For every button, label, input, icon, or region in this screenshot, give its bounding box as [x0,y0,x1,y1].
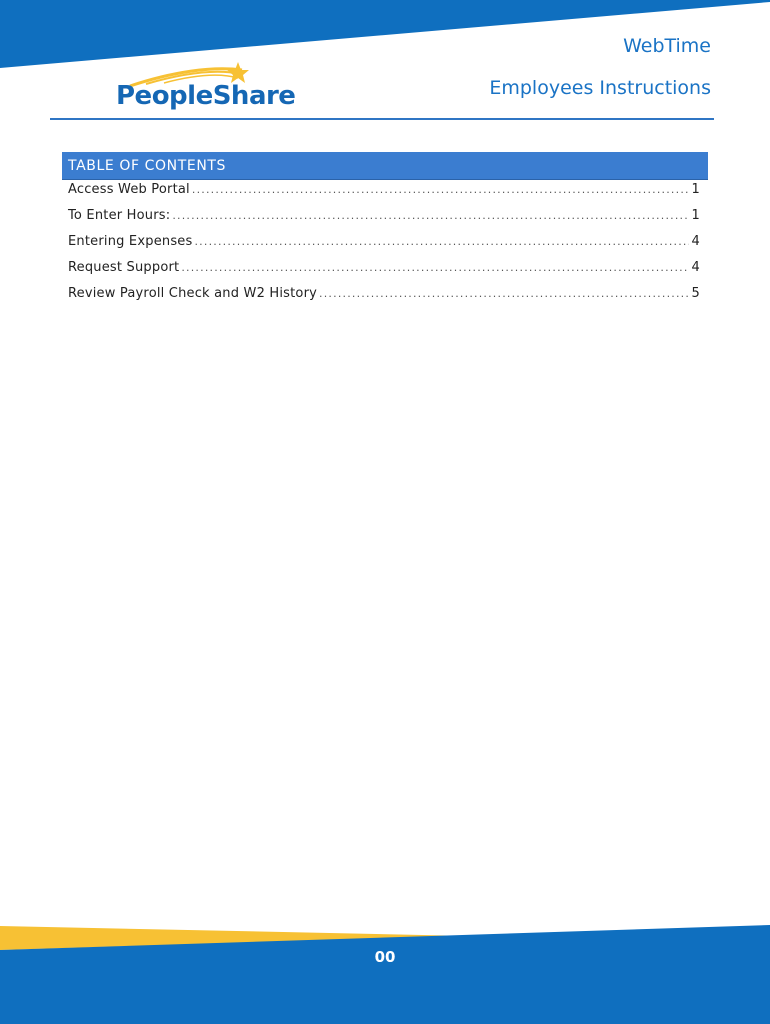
toc-list [68,182,700,312]
toc-entry-title[interactable]: To Enter Hours: [68,208,171,223]
toc-entry-title[interactable]: Entering Expenses [68,234,193,249]
toc-entry-page: 1 [691,208,700,223]
document-subtitle: Employees Instructions [489,77,711,99]
toc-entry[interactable] [68,260,700,286]
toc-entry[interactable] [68,182,700,208]
toc-dot-leader [192,183,689,196]
toc-entry-title[interactable]: Access Web Portal [68,182,190,197]
toc-entry-title[interactable]: Review Payroll Check and W2 History [68,286,318,301]
document-title: WebTime [623,35,711,57]
header-divider [50,118,714,120]
footer-band [0,920,770,1024]
toc-dot-leader [319,287,688,300]
page-number: 00 [374,948,396,966]
toc-entry-page: 1 [691,182,700,197]
toc-dot-leader [172,209,688,222]
toc-heading: TABLE OF CONTENTS [62,152,708,180]
toc-dot-leader [194,235,688,248]
toc-entry-page: 4 [691,234,700,249]
toc-entry[interactable] [68,234,700,260]
toc-entry-title[interactable]: Request Support [68,260,180,275]
toc-dot-leader [181,261,688,274]
toc-entry-page: 5 [691,286,700,301]
toc-entry-page: 4 [691,260,700,275]
toc-entry[interactable] [68,208,700,234]
peopleshare-logo [112,58,296,118]
toc-entry[interactable] [68,286,700,312]
logo-wordmark: PeopleShare [116,81,296,111]
